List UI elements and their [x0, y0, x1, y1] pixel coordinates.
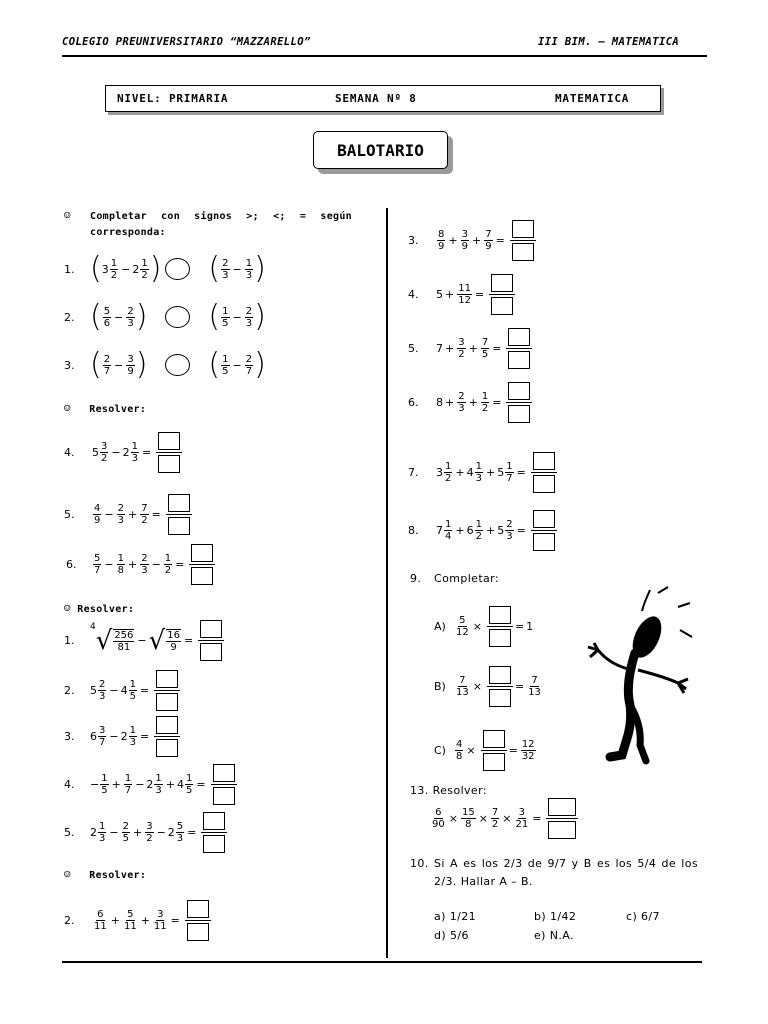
- smiley-icon: ☺: [64, 868, 71, 881]
- answer-box[interactable]: [189, 544, 215, 585]
- answer-box[interactable]: [489, 274, 515, 315]
- answer-oval[interactable]: [165, 354, 190, 376]
- column-divider: [386, 208, 388, 958]
- answer-box[interactable]: [531, 510, 557, 551]
- answer-oval[interactable]: [165, 306, 190, 328]
- answer-box[interactable]: [154, 716, 180, 757]
- exercise-root-4: 4. − $\frac{1}{5}$ + $\frac{1}{7}$ − 2 1 3 + 4 $\frac{1}{5}$ =: [64, 764, 237, 805]
- smiley-icon: ☺: [64, 209, 71, 222]
- exercise-r3: 3. 8 9 + $\frac{3}{9}$ + $\frac{7}{9}$ =: [408, 220, 536, 261]
- exercise-13-label: Resolver:: [432, 784, 487, 797]
- subject-label: MATEMATICA: [555, 92, 630, 105]
- exercise-compare-3: 3. ( 2 7 − $\frac{3}{9}$ ) ( 1 5 − $\frac{2}{7}$ ): [64, 347, 266, 382]
- exercise-5: 5. 4 9 − $\frac{2}{3}$ + $\frac{7}{2}$ =: [64, 494, 192, 535]
- section-heading: Resolver:: [77, 604, 135, 615]
- answer-box[interactable]: [201, 812, 227, 853]
- answer-box[interactable]: [506, 328, 532, 369]
- exercise-9-heading: 9. Completar:: [410, 572, 500, 585]
- section-resolve-3: [64, 868, 146, 881]
- exercise-compare-1: 1. ( 3 1 2 − 2 1 2 ) ( 2 3 − $\frac{1}{3}$ ): [64, 251, 266, 286]
- page-title: BALOTARIO: [313, 131, 448, 169]
- section-resolve-2: [64, 602, 134, 615]
- week-label: SEMANA Nº 8: [335, 92, 417, 105]
- header-rule: [62, 55, 707, 57]
- exercise-9-label: Completar:: [434, 572, 500, 585]
- answer-box[interactable]: [154, 670, 180, 711]
- answer-box[interactable]: [198, 620, 224, 661]
- exercise-r8: 8. 7 1 4 + 6 1 2 + 5 $\frac{2}{3}$ =: [408, 510, 557, 551]
- exercise-9c: C) $\frac{4}{8}$ × = $\frac{12}{32}$: [434, 730, 537, 771]
- answer-box[interactable]: [510, 220, 536, 261]
- exercise-r7: 7. 3 1 2 + 4 1 3 + 5 $\frac{1}{7}$ =: [408, 452, 557, 493]
- option-b[interactable]: b) 1/42: [534, 910, 577, 923]
- exercise-root-3: 3. 6 3 7 − 2 $\frac{1}{3}$ =: [64, 716, 180, 757]
- section-resolve-1: [64, 402, 146, 415]
- answer-box[interactable]: [156, 432, 182, 473]
- exercise-10-text: Si A es los 2/3 de 9/7 y B es los 5/4 de los 2/3. Hallar A – B.: [434, 857, 698, 888]
- exercise-6: 6. 5 7 − $\frac{1}{8}$ + $\frac{2}{3}$ − $\frac{1}{2}$ =: [66, 544, 215, 585]
- exercise-9b: B) $\frac{7}{13}$ × = $\frac{7}{13}$: [434, 666, 543, 707]
- section-compare: [64, 209, 71, 222]
- answer-box[interactable]: [487, 606, 513, 647]
- smiley-icon: ☺: [64, 602, 71, 615]
- exercise-r5: 5. 7 + $\frac{3}{2}$ + $\frac{7}{5}$ =: [408, 328, 532, 369]
- course-label: III BIM. – MATEMATICA: [538, 36, 680, 48]
- exercise-root-2: 2. 5 2 3 − 4 $\frac{1}{5}$ =: [64, 670, 180, 711]
- answer-box[interactable]: [531, 452, 557, 493]
- level-label: NIVEL: PRIMARIA: [117, 92, 229, 105]
- answer-box[interactable]: [506, 382, 532, 423]
- exercise-root-1: 1. 4 √ 256 81 − √ $\frac{16}{9}$ =: [64, 620, 224, 661]
- exercise-7: 2. 6 11 + $\frac{5}{11}$ + $\frac{3}{11}$ =: [64, 900, 211, 941]
- section-heading: Resolver:: [89, 404, 147, 415]
- smiley-icon: ☺: [64, 402, 71, 415]
- info-box: [105, 85, 661, 112]
- exercise-compare-2: 2. ( 5 6 − $\frac{2}{3}$ ) ( 1 5 − $\frac{2}{3}$ ): [64, 299, 266, 334]
- answer-box[interactable]: [546, 798, 578, 839]
- exercise-13-heading: 13. Resolver:: [410, 784, 487, 797]
- exercise-10: 10. Si A es los 2/3 de 9/7 y B es los 5/4 de los 2/3. Hallar A – B.: [410, 855, 698, 891]
- option-c[interactable]: c) 6/7: [626, 910, 660, 923]
- exercise-13: $\frac{6}{90}$ × $\frac{15}{8}$ × $\frac{7}{2}$ × $\frac{3}{21}$ =: [430, 798, 578, 839]
- exercise-r4: 4. 5 + $\frac{11}{12}$ =: [408, 274, 515, 315]
- answer-box[interactable]: [481, 730, 507, 771]
- answer-box[interactable]: [185, 900, 211, 941]
- stick-figure-illustration: [580, 585, 700, 775]
- option-e[interactable]: e) N.A.: [534, 929, 574, 942]
- section-heading: Resolver:: [89, 870, 147, 881]
- option-a[interactable]: a) 1/21: [434, 910, 477, 923]
- answer-box[interactable]: [166, 494, 192, 535]
- footer-rule: [62, 961, 702, 963]
- exercise-9a: A) $\frac{5}{12}$ × = 1: [434, 606, 533, 647]
- exercise-root-5: 5. 2 1 3 − $\frac{2}{5}$ + $\frac{3}{2}$ − 2 $\frac{5}{3}$ =: [64, 812, 227, 853]
- school-name: COLEGIO PREUNIVERSITARIO “MAZZARELLO”: [62, 36, 311, 48]
- exercise-4: 4. 5 3 2 − 2 $\frac{1}{3}$ =: [64, 432, 182, 473]
- answer-oval[interactable]: [165, 258, 190, 280]
- exercise-r6: 6. 8 + $\frac{2}{3}$ + $\frac{1}{2}$ =: [408, 382, 532, 423]
- option-d[interactable]: d) 5/6: [434, 929, 469, 942]
- answer-box[interactable]: [211, 764, 237, 805]
- instruction-compare: Completar con signos >; <; = según corresponda:: [90, 211, 352, 238]
- answer-box[interactable]: [487, 666, 513, 707]
